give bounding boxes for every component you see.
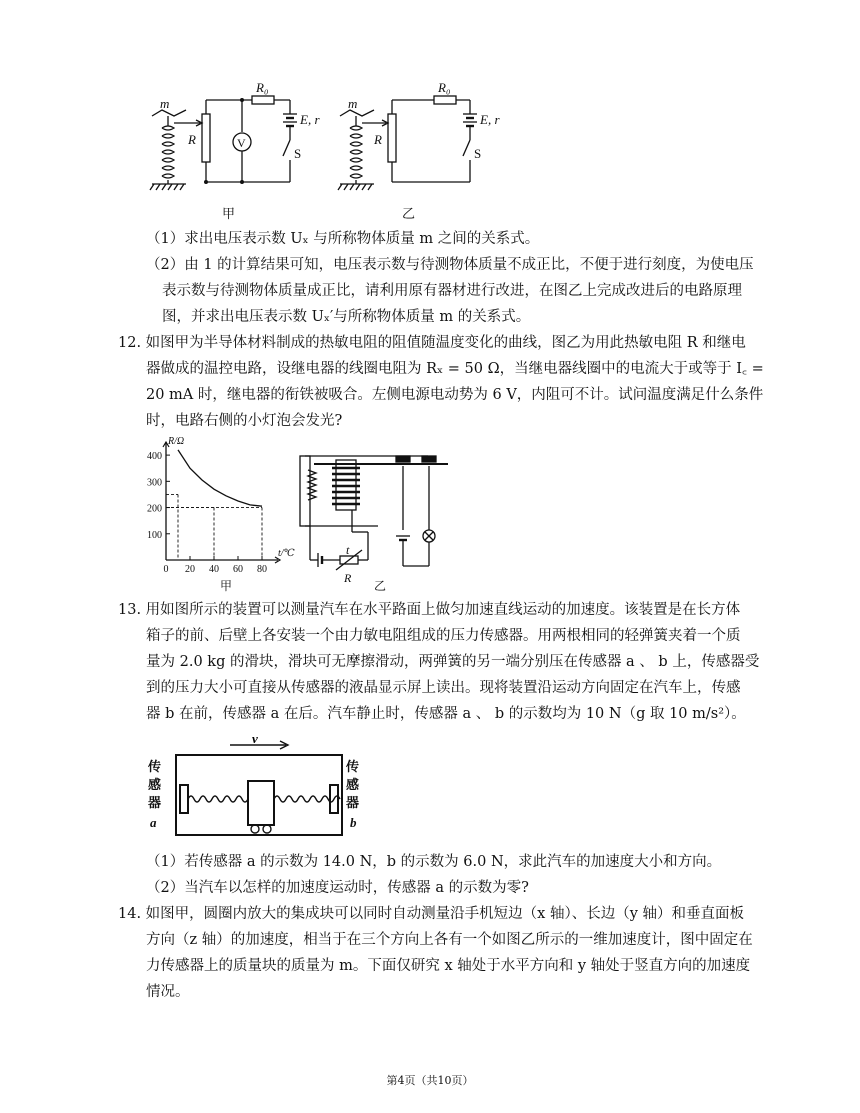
chart-y-tick-label: 200 (147, 503, 162, 515)
chart-caption-yi: 乙 (374, 579, 387, 592)
sensor-b-char-2: 感 (346, 777, 360, 792)
emf-label-right: E, r (480, 112, 500, 127)
q14-line2: 方向（z 轴）的加速度，相当于在三个方向上各有一个如图乙所示的一维加速度计，图中固定在 (146, 932, 753, 948)
q12-line2: 器做成的温控电路，设继电器的线圈电阻为 Rₓ = 50 Ω，当继电器线圈中的电流大于或等于 I꜀ = (146, 361, 764, 377)
q14-line3: 力传感器上的质量块的质量为 m。下面仅研究 x 轴处于水平方向和 y 轴处于竖直方向的加速度 (146, 958, 751, 974)
chart-y-tick-label: 100 (147, 529, 162, 541)
q13-line5: 器 b 在前，传感器 a 在后。汽车静止时，传感器 a 、 b 的示数均为 10 N（g 取 10 m/s²）。 (146, 706, 746, 722)
q13-line4: 到的压力大小可直接从传感器的液晶显示屏上读出。现将装置沿运动方向固定在汽车上，传感 (146, 680, 741, 696)
sensor-a-char-3: 器 (148, 795, 162, 810)
chart-x-axis-label: t/℃ (278, 548, 295, 559)
r0-label-left: R₀ (256, 80, 269, 95)
sensor-b-letter: b (350, 815, 357, 830)
caption-yi: 乙 (402, 206, 416, 221)
chart-caption-jia: 甲 (220, 579, 233, 592)
q13-line1: 13. 用如图所示的装置可以测量汽车在水平路面上做匀加速直线运动的加速度。该装置是在长方体 (118, 602, 741, 618)
emf-label-left: E, r (300, 112, 320, 127)
voltmeter-label: V (237, 136, 246, 150)
thermistor-t-label: t (346, 543, 350, 557)
q11-part2-line3: 图，并求出电压表示数 Uₓ′与所称物体质量 m 的关系式。 (162, 309, 531, 325)
resistor-label-right: R (374, 132, 382, 147)
chart-x-tick-label: 40 (209, 564, 219, 575)
q14-line4: 情况。 (146, 984, 190, 1000)
chart-x-tick-label: 80 (257, 564, 267, 575)
chart-x-tick-label: 20 (185, 564, 195, 575)
sensor-a-char-1: 传 (148, 759, 162, 774)
q11-part1: （1）求出电压表示数 Uₓ 与所称物体质量 m 之间的关系式。 (146, 231, 540, 247)
sensor-b-char-1: 传 (346, 759, 360, 774)
sensor-a-letter: a (150, 815, 157, 830)
switch-label-right: S (474, 146, 482, 161)
chart-y-tick-label: 400 (147, 451, 162, 463)
chart-x-tick-label: 0 (163, 564, 169, 575)
mass-label-right: m (348, 96, 358, 111)
chart-y-axis-label: R/Ω (168, 436, 185, 447)
chart-y-tick-label: 300 (147, 477, 162, 489)
r0-label-right: R₀ (438, 80, 451, 95)
q14-line1: 14. 如图甲，圆圈内放大的集成块可以同时自动测量沿手机短边（x 轴）、长边（y 轴）和垂直面板 (118, 906, 745, 922)
q11-part2-line1: （2）由 1 的计算结果可知，电压表示数与待测物体质量不成正比，不便于进行刻度，为使电压 (146, 257, 754, 273)
q12-figure (138, 436, 468, 592)
q13-part1: （1）若传感器 a 的示数为 14.0 N，b 的示数为 6.0 N，求此汽车的加速度大小和方向。 (146, 854, 722, 870)
sensor-b-char-3: 器 (346, 795, 360, 810)
chart-x-tick-label: 60 (233, 564, 243, 575)
caption-jia: 甲 (222, 206, 236, 221)
q13-part2: （2）当汽车以怎样的加速度运动时，传感器 a 的示数为零? (146, 880, 529, 896)
q12-line1: 12. 如图甲为半导体材料制成的热敏电阻的阻值随温度变化的曲线，图乙为用此热敏电阻 R 和继电 (118, 335, 746, 351)
thermistor-r-label: R (344, 571, 352, 585)
page-footer: 第4页（共10页） (386, 1074, 474, 1087)
q13-line2: 箱子的前、后壁上各安装一个由力敏电阻组成的压力传感器。用两根相同的轻弹簧夹着一个质 (146, 628, 741, 644)
sensor-a-char-2: 感 (148, 777, 162, 792)
accelerometer-box-figure (146, 733, 372, 841)
chart-series-line (178, 450, 262, 506)
resistor-label-left: R (188, 132, 196, 147)
velocity-label: v (252, 733, 258, 746)
circuit-figure (140, 78, 510, 226)
mass-label-left: m (160, 96, 170, 111)
q12-line4: 时，电路右侧的小灯泡会发光? (146, 413, 343, 429)
q11-part2-line2: 表示数与待测物体质量成正比，请利用原有器材进行改进，在图乙上完成改进后的电路原理 (162, 283, 742, 299)
q12-line3: 20 mA 时，继电器的衔铁被吸合。左侧电源电动势为 6 V，内阻可不计。试问温度满足什么条件 (146, 387, 764, 403)
switch-label-left: S (294, 146, 302, 161)
q13-line3: 量为 2.0 kg 的滑块，滑块可无摩擦滑动，两弹簧的另一端分别压在传感器 a 、 b 上，传感器受 (146, 654, 760, 670)
